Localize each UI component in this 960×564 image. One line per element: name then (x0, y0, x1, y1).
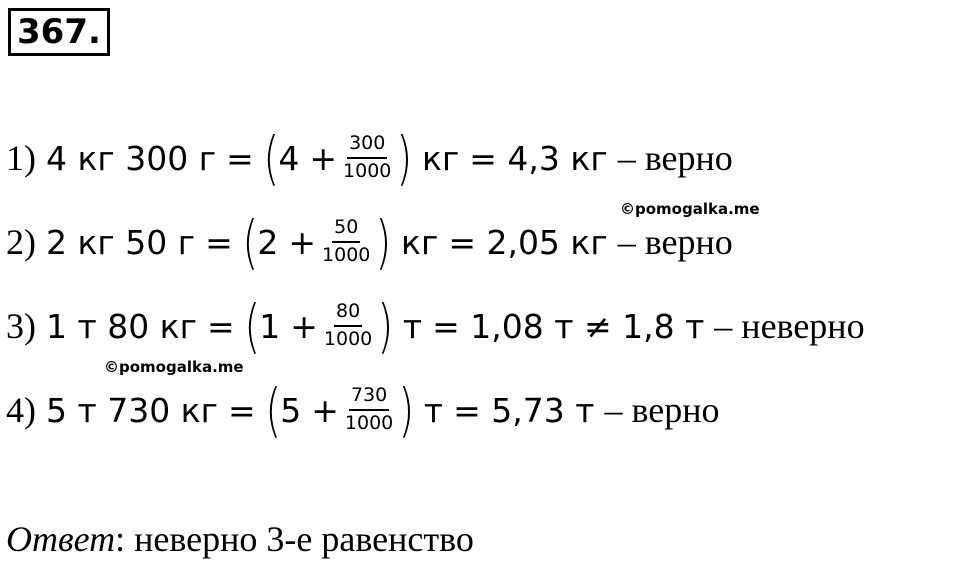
equation-line-3 (6, 292, 865, 360)
verdict: – верно (617, 138, 733, 178)
plus-sign: + (288, 222, 317, 262)
result: = 5,73 т (453, 390, 595, 430)
left-paren: ( (244, 292, 260, 360)
denominator: 1000 (343, 160, 392, 182)
whole-part: 5 (280, 390, 302, 430)
unit: кг (422, 138, 460, 178)
numerator: 50 (332, 217, 360, 243)
item-label: 1) (6, 138, 36, 178)
unit: т (423, 390, 444, 430)
lhs: 5 т 730 кг (46, 390, 218, 430)
numerator: 300 (347, 133, 387, 159)
lhs: 4 кг 300 г (46, 138, 217, 178)
item-label: 2) (6, 222, 36, 262)
whole-part: 2 (257, 222, 279, 262)
fraction (320, 217, 372, 267)
fraction (322, 301, 374, 351)
result: = 4,3 кг (469, 138, 608, 178)
equation-line-2 (6, 208, 733, 276)
equals-sign: = (226, 138, 254, 178)
unit: кг (401, 222, 439, 262)
verdict: – верно (617, 222, 733, 262)
watermark: ©pomogalka.me (104, 358, 244, 376)
numerator: 80 (334, 301, 362, 327)
lhs: 2 кг 50 г (46, 222, 196, 262)
item-label: 4) (6, 390, 36, 430)
problem-number: 367. (8, 8, 110, 56)
unit: т (402, 306, 423, 346)
whole-part: 4 (278, 138, 300, 178)
equals-sign: = (227, 390, 256, 430)
whole-part: 1 (259, 306, 281, 346)
denominator: 1000 (322, 244, 371, 266)
verdict: – неверно (714, 306, 865, 346)
left-paren: ( (263, 124, 279, 192)
plus-sign: + (309, 138, 338, 178)
right-paren: ) (375, 208, 392, 276)
left-paren: ( (242, 208, 258, 276)
left-paren: ( (265, 376, 281, 444)
equation-line-4 (6, 376, 720, 444)
item-label: 3) (6, 306, 36, 346)
denominator: 1000 (344, 412, 394, 434)
fraction (341, 133, 393, 183)
plus-sign: + (290, 306, 318, 346)
lhs: 1 т 80 кг (46, 306, 197, 346)
answer-line (6, 518, 474, 560)
right-paren: ) (377, 292, 394, 360)
equals-sign: = (206, 306, 235, 346)
equals-sign: = (205, 222, 233, 262)
right-paren: ) (396, 124, 413, 192)
answer-text: : неверно 3-е равенство (115, 519, 474, 559)
result: = 1,08 т ≠ 1,8 т (432, 306, 705, 346)
result: = 2,05 кг (448, 222, 608, 262)
verdict: – верно (604, 390, 720, 430)
numerator: 730 (349, 385, 389, 411)
fraction (343, 385, 395, 435)
plus-sign: + (311, 390, 339, 430)
answer-label: Ответ (6, 519, 116, 559)
right-paren: ) (398, 376, 415, 444)
watermark: ©pomogalka.me (620, 200, 760, 218)
denominator: 1000 (323, 328, 373, 350)
equation-line-1 (6, 124, 733, 192)
